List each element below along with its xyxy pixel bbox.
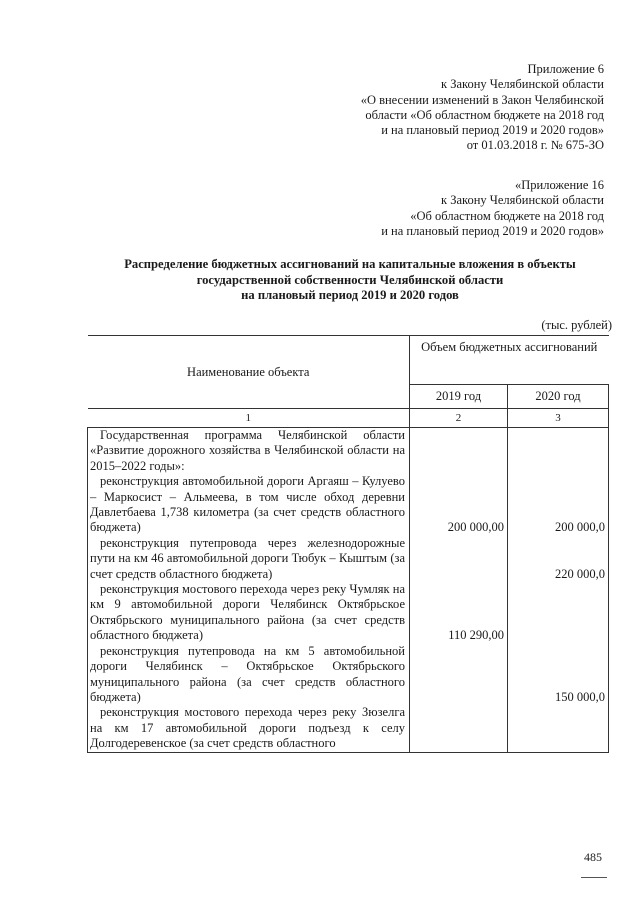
table-row bbox=[88, 644, 609, 706]
appendix-header-line: «О внесении изменений в Закон Челябинской bbox=[360, 92, 604, 107]
column-number-3: 3 bbox=[508, 409, 609, 428]
document-title bbox=[80, 257, 620, 304]
appendix-header-line: и на плановый период 2019 и 2020 годов» bbox=[381, 123, 604, 138]
row-object-name: реконструкция автомобильной дороги Аргаяш – Кулуево – Маркосист – Альмеева, в том числе обход деревни Давлетбаева 1,738 километра (за счет средств областного бюджета) bbox=[88, 474, 410, 536]
row-value-2019 bbox=[410, 644, 508, 706]
page-number: 485 bbox=[584, 850, 602, 864]
header-budget-volume: Объем бюджетных ассигнований bbox=[410, 336, 609, 385]
title-line: государственной собственности Челябинской области bbox=[196, 272, 504, 287]
row-value-2020 bbox=[508, 705, 609, 752]
appendix-header-line: области «Об областном бюджете на 2018 год bbox=[365, 107, 604, 122]
row-object-name: реконструкция путепровода через железнодорожные пути на км 46 автомобильной дороги Тюбук – Кыштым (за счет средств областного бюджета) bbox=[88, 536, 410, 582]
appendix-header bbox=[361, 62, 604, 154]
table-row bbox=[88, 428, 609, 475]
table-header-row bbox=[88, 336, 609, 385]
appendix-header-2 bbox=[381, 178, 604, 239]
row-value-2019: 110 290,00 bbox=[410, 582, 508, 644]
row-object-name: реконструкция путепровода на км 5 автомобильной дороги Челябинск – Октябрьское Октябрьского муниципального района (за счет средств областного бюджета) bbox=[88, 644, 410, 706]
appendix-header-line: от 01.03.2018 г. № 675-ЗО bbox=[466, 138, 604, 153]
row-value-2020 bbox=[508, 428, 609, 475]
title-line: на плановый период 2019 и 2020 годов bbox=[241, 288, 459, 302]
table-row bbox=[88, 582, 609, 644]
row-object-name: реконструкция мостового перехода через реку Чумляк на км 9 автомобильной дороги Челябинск Октябрьское Октябрьского муниципального района (за счет средств областного бюджета) bbox=[88, 582, 410, 644]
appendix-header-2-line: «Об областном бюджете на 2018 год bbox=[410, 208, 604, 223]
table-row bbox=[88, 705, 609, 752]
table-column-numbers-row bbox=[88, 409, 609, 428]
page-footer-mark bbox=[581, 877, 607, 878]
table-row bbox=[88, 474, 609, 536]
budget-table bbox=[87, 335, 609, 753]
appendix-header-line: Приложение 6 bbox=[527, 62, 604, 76]
row-value-2019: 200 000,00 bbox=[410, 474, 508, 536]
row-value-2020: 150 000,0 bbox=[508, 644, 609, 706]
column-number-1: 1 bbox=[88, 409, 410, 428]
units-label: (тыс. рублей) bbox=[541, 318, 612, 332]
row-value-2020 bbox=[508, 582, 609, 644]
row-value-2019 bbox=[410, 705, 508, 752]
column-number-2: 2 bbox=[410, 409, 508, 428]
row-value-2019 bbox=[410, 428, 508, 475]
title-line: Распределение бюджетных ассигнований на капитальные вложения в объекты bbox=[124, 257, 576, 271]
row-object-name: реконструкция мостового перехода через реку Зюзелга на км 17 автомобильной дороги подъезд к селу Долгодеревенское (за счет средств областного bbox=[88, 705, 410, 752]
header-year-2019: 2019 год bbox=[410, 385, 508, 409]
appendix-header-2-line: к Закону Челябинской области bbox=[441, 193, 604, 208]
appendix-header-2-line: «Приложение 16 bbox=[515, 178, 604, 192]
table-row bbox=[88, 536, 609, 582]
appendix-header-line: к Закону Челябинской области bbox=[441, 77, 604, 92]
row-value-2019 bbox=[410, 536, 508, 582]
header-object-name: Наименование объекта bbox=[88, 336, 410, 409]
header-year-2020: 2020 год bbox=[508, 385, 609, 409]
row-value-2020: 220 000,0 bbox=[508, 536, 609, 582]
row-object-name: Государственная программа Челябинской области «Развитие дорожного хозяйства в Челябинской области на 2015–2022 годы»: bbox=[88, 428, 410, 475]
row-value-2020: 200 000,0 bbox=[508, 474, 609, 536]
appendix-header-2-line: и на плановый период 2019 и 2020 годов» bbox=[381, 223, 604, 238]
